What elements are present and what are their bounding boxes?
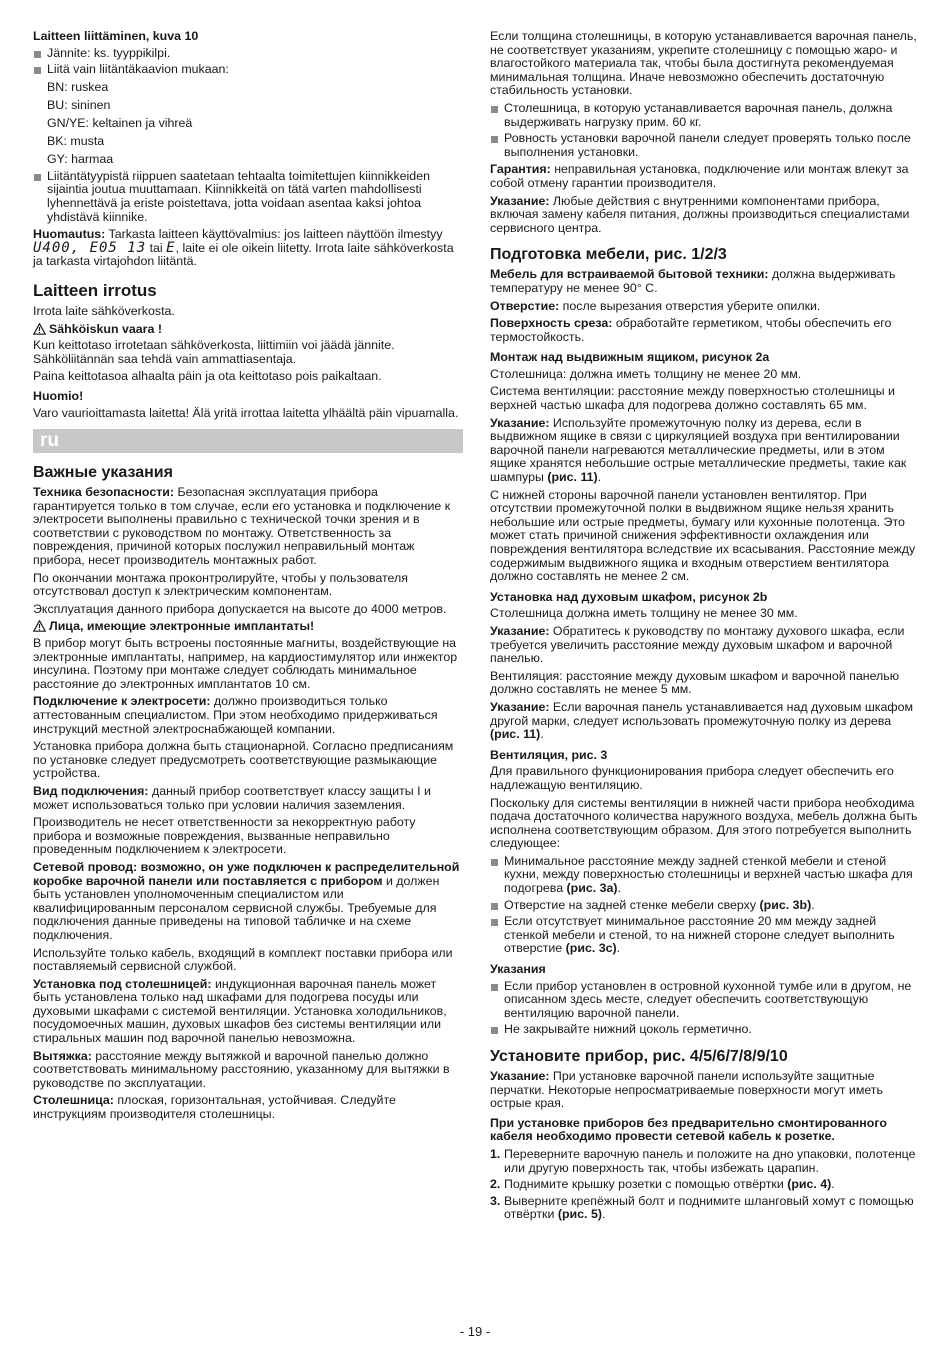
- paragraph: Столешница: должна иметь толщину не менее 20 мм.: [490, 366, 802, 381]
- list-item: Liitäntätyypistä riippuen saatetaan tehtaalta toimitettujen kiinnikkeiden sijaintia joutua muuttamaan. Kiinnikkeitä on tätä varten mahdollisesti lyhennettävä ja eriste poistettava, jotta voidaan asentaa kaksi johtoa yhdistävä kiinnike.: [33, 170, 463, 224]
- paragraph: Irrota laite sähköverkosta.: [33, 303, 175, 318]
- paragraph: Вытяжка: расстояние между вытяжкой и варочной панелью должно соответствовать минимальному расстоянию, указанному для вытяжки в руководстве по эксплуатации.: [33, 1048, 450, 1090]
- paragraph: Поскольку для системы вентиляции в нижней части прибора необходима подача достаточного количества наружного воздуха, мебель должна быть исполнена соответствующим образом. Для этого потребуется выполнить следующее:: [490, 795, 918, 851]
- paragraph: Указание: Если варочная панель устанавливается над духовым шкафом другой марки, следует использовать промежуточную полку из дерева (рис. 11).: [490, 699, 913, 742]
- paragraph: Мебель для встраиваемой бытовой техники: должна выдерживать температуру не менее 90° C.: [490, 267, 896, 295]
- paragraph: Вид подключения: данный прибор соответствует классу защиты I и может использоваться только при условии наличия заземления.: [33, 783, 431, 812]
- warning-icon: [33, 323, 46, 335]
- warning-heading: Лица, имеющие электронные имплантаты!: [33, 620, 463, 634]
- paragraph: Для правильного функционирования прибора следует обеспечить его надлежащую вентиляцию.: [490, 764, 894, 792]
- paragraph: Поверхность среза: обработайте герметиком, чтобы обеспечить его термостойкость.: [490, 316, 892, 344]
- paragraph: Paina keittotasoa alhaalta päin ja ota keittotaso pois paikaltaan.: [33, 369, 382, 384]
- paragraph: Сетевой провод: возможно, он уже подключен к распределительной коробке варочной панели или поставляется с прибором и должен быть установлен уполномоченным специалистом или квалифицированным персоналом сервисной службы. Требуемые для подключения данные приведены на типовой табличке и на схеме подключения.: [33, 859, 460, 942]
- section-heading: Установите прибор, рис. 4/5/6/7/8/9/10: [490, 1048, 788, 1065]
- bullet-list: [33, 170, 463, 224]
- display-code: E: [166, 239, 176, 256]
- list-item: Liitä vain liitäntäkaavion mukaan:: [33, 63, 463, 77]
- paragraph: Производитель не несет ответственности за некорректную работу прибора и возможные повреждения, вызванные неправильно проведенным подключением к электросети.: [33, 815, 416, 857]
- warning-icon: [33, 620, 46, 632]
- paragraph: Используйте только кабель, входящий в комплект поставки прибора или поставляемый сервисной службой.: [33, 945, 453, 974]
- numbered-list: [490, 1148, 922, 1222]
- section-heading: Важные указания: [33, 464, 173, 482]
- language-bar: [33, 429, 463, 453]
- list-item: Столешница, в которую устанавливается варочная панель, должна выдерживать нагрузку прим. 60 кг.: [490, 102, 922, 129]
- bullet-list: [33, 47, 463, 77]
- list-item: Ровность установки варочной панели следует проверять только после выполнения установки.: [490, 132, 922, 159]
- list-item: BU: sininen: [47, 97, 111, 112]
- section-heading: Laitteen liittäminen, kuva 10: [33, 29, 199, 43]
- paragraph: При установке приборов без предварительно смонтированного кабеля необходимо провести сетевой кабель к розетке.: [490, 1115, 887, 1144]
- subsection-heading: Монтаж над выдвижным ящиком, рисунок 2a: [490, 350, 770, 365]
- list-item: BN: ruskea: [47, 79, 109, 94]
- paragraph: Указание: Обратитесь к руководству по монтажу духового шкафа, если требуется увеличить расстояние между духовым шкафом и варочной панелью.: [490, 623, 905, 666]
- list-item: GY: harmaa: [47, 151, 114, 166]
- note-label: Huomautus:: [33, 227, 106, 242]
- paragraph: Указание: Используйте промежуточную полку из дерева, если в выдвижном ящике в связи с циркуляцией воздуха при вентилировании варочной панели нагреваются металлические предметы, или в этом ящике хранятся небольшие острые металлические предметы, такие как шампуры (рис. 11).: [490, 415, 907, 485]
- paragraph: Если толщина столешницы, в которую устанавливается варочная панель, не соответствует указаниям, укрепите столешницу с помощью жаро- и влагостойкого материала так, чтобы была достигнута рекомендуемая минимальная толщина. Иначе невозможно обеспечить достаточную стабильность установки.: [490, 29, 917, 98]
- subsection-heading: Установка над духовым шкафом, рисунок 2b: [490, 589, 768, 604]
- paragraph: Kun keittotaso irrotetaan sähköverkosta, liittimiin voi jäädä jännite. Sähköliitännän saa tehdä vain ammattiasentaja.: [33, 338, 395, 366]
- paragraph: Столешница: плоская, горизонтальная, устойчивая. Следуйте инструкциям производителя столешницы.: [33, 1093, 396, 1122]
- paragraph: Столешница должна иметь толщину не менее 30 мм.: [490, 606, 798, 621]
- paragraph: Указание: При установке варочной панели используйте защитные перчатки. Некоторые непросматриваемые поверхности могут иметь острые края.: [490, 1069, 883, 1111]
- paragraph: Гарантия: неправильная установка, подключение или монтаж влекут за собой отмену гарантии производителя.: [490, 162, 909, 190]
- paragraph: Указание: Любые действия с внутренними компонентами прибора, включая замену кабеля питания, должны производиться специалистами сервисного центра.: [490, 193, 910, 235]
- list-item: Не закрывайте нижний цоколь герметично.: [490, 1023, 922, 1037]
- paragraph: Система вентиляции: расстояние между поверхностью столешницы и верхней частью шкафа для подогрева должно составлять 65 мм.: [490, 384, 895, 413]
- paragraph: Установка под столешницей: индукционная варочная панель может быть установлена только над шкафами для подогрева посуды или духовыми шкафами с системой вентиляции. Установка холодильников, посудомоечных машин, духовых шкафов без системы вентиляции или стиральных машин под варочной панелью невозможна.: [33, 976, 447, 1046]
- wire-color-list: [33, 80, 463, 166]
- paragraph: В прибор могут быть встроены постоянные магниты, воздействующие на электронные имплантаты, например, на кардиостимулятор или инжектор инсулина. Поэтому при монтаже следует соблюдать минимальное расстояние до электронных имплантатов 10 см.: [33, 636, 458, 691]
- subsection-heading: Указания: [490, 962, 546, 977]
- paragraph: Отверстие: после вырезания отверстия уберите опилки.: [490, 298, 821, 313]
- page-number: - 19 -: [459, 1324, 491, 1339]
- list-item: Если отсутствует минимальное расстояние 20 мм между задней стенкой мебели и стеной, то на нижней стороне следует выполнить отверстие (рис. 3c).: [490, 915, 922, 956]
- paragraph: Подключение к электросети: должно производиться только аттестованным специалистом. При этом необходимо придерживаться инструкций местной электроснабжающей компании.: [33, 694, 438, 736]
- paragraph: Вентиляция: расстояние между духовым шкафом и варочной панелью должно составлять не менее 5 мм.: [490, 668, 900, 697]
- section-heading: Laitteen irrotus: [33, 280, 157, 300]
- list-item: Если прибор установлен в островной кухонной тумбе или в другом, не описанном здесь месте, следует обеспечить соответствующую вентиляцию варочной панели.: [490, 980, 922, 1021]
- section-heading: Подготовка мебели, рис. 1/2/3: [490, 246, 727, 264]
- display-code: U400, E05 13: [33, 239, 147, 256]
- attention-heading: Huomio!: [33, 388, 84, 403]
- language-code: ru: [40, 430, 59, 452]
- list-item: Jännite: ks. tyyppikilpi.: [33, 47, 463, 61]
- bullet-list: [490, 980, 922, 1037]
- list-item: GN/YE: keltainen ja vihreä: [47, 115, 193, 130]
- bullet-list: [490, 855, 922, 956]
- list-item: 3. Выверните крепёжный болт и поднимите шланговый хомут с помощью отвёртки (рис. 5).: [490, 1193, 914, 1222]
- left-column: [33, 30, 463, 1126]
- bullet-list: [490, 102, 922, 159]
- paragraph: Эксплуатация данного прибора допускается на высоте до 4000 метров.: [33, 601, 447, 616]
- list-item: 2. Поднимите крышку розетки с помощью отвёртки (рис. 4).: [490, 1177, 835, 1192]
- paragraph: По окончании монтажа проконтролируйте, чтобы у пользователя отсутствовал доступ к электрическим компонентам.: [33, 570, 408, 599]
- right-column: [490, 30, 922, 1225]
- subsection-heading: Вентиляция, рис. 3: [490, 747, 608, 762]
- list-item: BK: musta: [47, 133, 105, 148]
- paragraph: Varo vaurioittamasta laitetta! Älä yritä irrottaa laitetta ylhäältä päin vipuamalla.: [33, 405, 459, 420]
- warning-heading: Sähköiskun vaara !: [33, 323, 463, 337]
- paragraph: Техника безопасности: Безопасная эксплуатация прибора гарантируется только в том случае, если его установка и подключение к электросети выполнены правильно с технической точки зрения и в соответствии с руководством по монтажу. Ответственность за повреждения, причиной которых послужил неправильный монтаж прибора, несет производитель монтажных работ.: [33, 485, 451, 568]
- list-item: Минимальное расстояние между задней стенкой мебели и стеной кухни, между поверхностью столешницы и верхней частью шкафа для подогрева (рис. 3a).: [490, 855, 922, 896]
- list-item: Отверстие на задней стенке мебели сверху (рис. 3b).: [490, 899, 922, 913]
- paragraph: С нижней стороны варочной панели установлен вентилятор. При отсутствии промежуточной полки в выдвижном ящике нельзя хранить небольшие или острые предметы, бумагу или кухонные полотенца. Это может стать причиной снижения эффективности охлаждения или повреждения вентилятора вследствие их всасывания. Расстояние между содержимым выдвижного ящика и входным отверстием вентилятора должно составлять не менее 2 см.: [490, 487, 916, 584]
- paragraph: Установка прибора должна быть стационарной. Согласно предписаниям по установке следует предусмотреть соответствующие размыкающие устройства.: [33, 739, 454, 781]
- note-paragraph: Huomautus: Tarkasta laitteen käyttövalmius: jos laitteen näyttöön ilmestyy U400, E05 13 tai E, laite ei ole oikein liitetty. Irrota laite sähköverkosta ja tarkasta virtajohdon liitäntä.: [33, 227, 454, 269]
- list-item: 1. Переверните варочную панель и положите на дно упаковки, полотенце или другую поверхность так, чтобы избежать царапин.: [490, 1146, 916, 1175]
